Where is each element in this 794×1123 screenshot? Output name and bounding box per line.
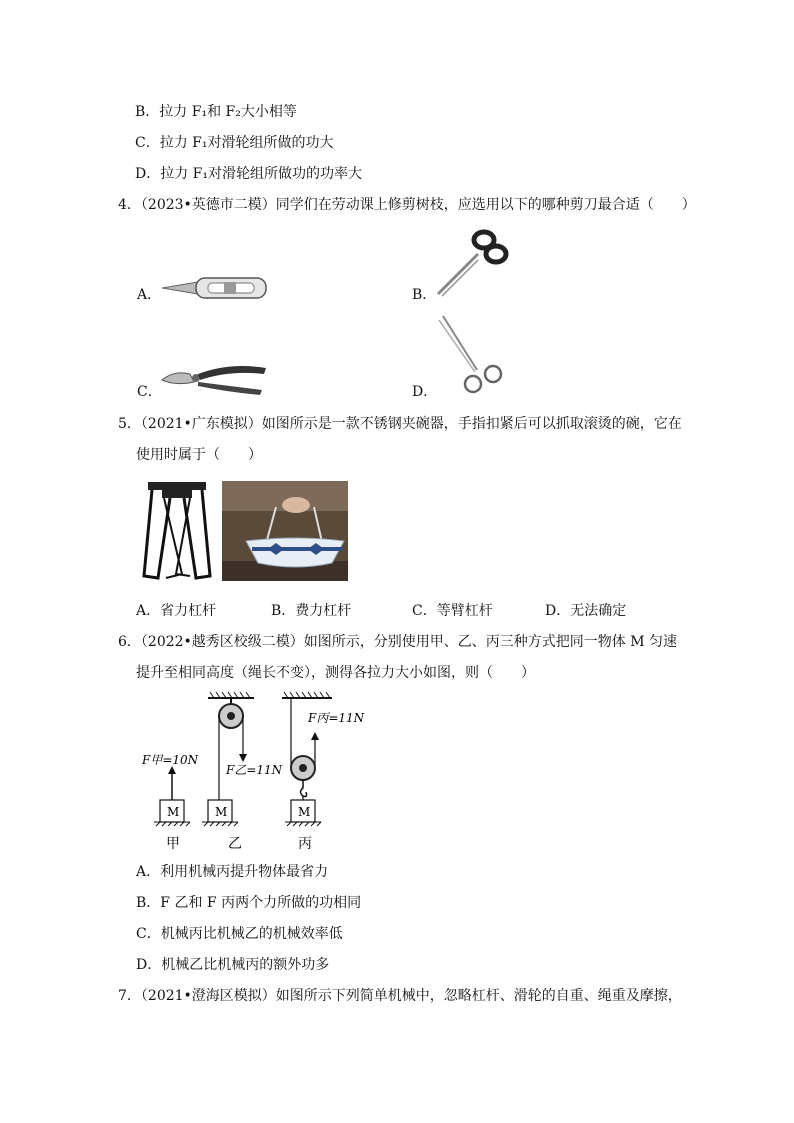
label-f-yi: F乙=11N <box>226 763 283 777</box>
q6-stem-line2: 提升至相同高度（绳长不变），测得各拉力大小如图，则（ ） <box>136 665 535 681</box>
q4-option-c-label: C． <box>137 384 162 400</box>
caption-yi: 乙 <box>228 836 242 852</box>
caption-jia: 甲 <box>166 836 180 852</box>
q5-option-b: B．费力杠杆 <box>271 603 352 619</box>
bowl-clip-photo <box>222 481 348 581</box>
thread-snips-image <box>158 268 270 308</box>
q4-option-a-label: A． <box>137 287 162 303</box>
q5-option-d: D．无法确定 <box>545 603 627 619</box>
pulley-diagram <box>140 690 380 856</box>
q6-option-b: B．F 乙和 F 丙两个力所做的功相同 <box>136 895 362 911</box>
block-label-bing: M <box>298 805 311 819</box>
q4-option-d-label: D． <box>412 384 438 400</box>
q6-option-a: A．利用机械丙提升物体最省力 <box>136 864 329 880</box>
bowl-clip-diagram <box>138 478 216 584</box>
q4-option-b-label: B． <box>412 287 437 303</box>
q5-option-c: C．等臂杠杆 <box>412 603 493 619</box>
ceiling-yi <box>208 692 254 698</box>
ceiling-bing <box>282 692 332 698</box>
q3-option-c: C．拉力 F₁对滑轮组所做的功大 <box>135 135 334 151</box>
q6-option-c: C．机械丙比机械乙的机械效率低 <box>136 926 343 942</box>
label-f-jia: F甲=10N <box>142 753 199 767</box>
q3-option-d: D．拉力 F₁对滑轮组所做功的功率大 <box>135 166 363 182</box>
block-label-yi: M <box>215 805 228 819</box>
office-scissors-image <box>432 224 512 300</box>
caption-bing: 丙 <box>298 836 312 852</box>
label-f-bing: F丙=11N <box>308 711 365 725</box>
q6-option-d: D．机械乙比机械丙的额外功多 <box>136 957 330 973</box>
q5-stem-line1: 5．（2021•广东模拟）如图所示是一款不锈钢夹碗器，手指扣紧后可以抓取滚烫的碗，它在 <box>118 416 682 432</box>
q5-option-a: A．省力杠杆 <box>136 603 217 619</box>
pruning-shears-image <box>160 360 270 396</box>
q6-stem-line1: 6．（2022•越秀区校级二模）如图所示，分别使用甲、乙、丙三种方式把同一物体 M 匀速 <box>118 634 678 650</box>
q5-stem-line2: 使用时属于（ ） <box>136 447 262 463</box>
block-label-jia: M <box>167 805 180 819</box>
surgical-scissors-image <box>435 312 515 396</box>
q4-stem: 4．（2023•英德市二模）同学们在劳动课上修剪树枝，应选用以下的哪种剪刀最合适（ ） <box>118 197 696 213</box>
q3-option-b: B．拉力 F₁和 F₂大小相等 <box>135 104 297 120</box>
q7-stem: 7．（2021•澄海区模拟）如图所示下列简单机械中，忽略杠杆、滑轮的自重、绳重及摩擦， <box>118 988 682 1004</box>
